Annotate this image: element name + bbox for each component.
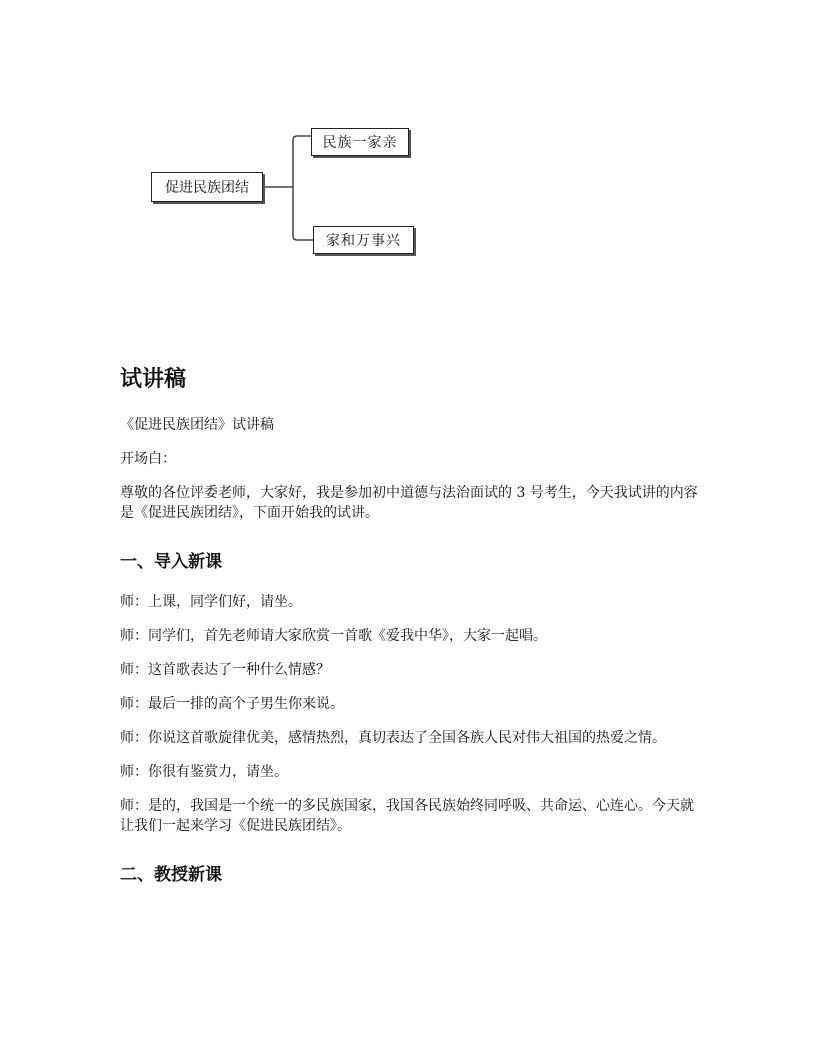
diagram-branch-node-2: 家和万事兴 — [313, 226, 414, 254]
opening-label: 开场白： — [120, 451, 176, 467]
document-subtitle: 《促进民族团结》试讲稿 — [120, 417, 274, 433]
opening-paragraph: 尊敬的各位评委老师，大家好，我是参加初中道德与法治面试的 3 号考生，今天我试讲的内容是《促进民族团结》，下面开始我的试讲。 — [120, 485, 698, 521]
diagram-branch-node-1: 民族一家亲 — [311, 128, 409, 156]
document-title: 试讲稿 — [120, 367, 187, 392]
dialogue-line: 师：这首歌表达了一种什么情感？ — [120, 662, 330, 678]
dialogue-line: 师：最后一排的高个子男生你来说。 — [120, 696, 344, 712]
dialogue-line: 师：同学们，首先老师请大家欣赏一首歌《爱我中华》，大家一起唱。 — [120, 628, 547, 644]
section-1-heading: 一、导入新课 — [120, 552, 222, 572]
dialogue-line: 师：你说这首歌旋律优美，感情热烈，真切表达了全国各族人民对伟大祖国的热爱之情。 — [120, 730, 666, 746]
document-body — [120, 362, 700, 905]
diagram-root-node: 促进民族团结 — [151, 172, 263, 202]
mind-map-diagram — [0, 0, 816, 300]
dialogue-line: 师：是的，我国是一个统一的多民族国家，我国各民族始终同呼吸、共命运、心连心。今天就让我们一起来学习《促进民族团结》。 — [120, 798, 694, 834]
dialogue-line: 师：你很有鉴赏力，请坐。 — [120, 764, 288, 780]
dialogue-line: 师：上课，同学们好，请坐。 — [120, 594, 302, 610]
section-2-heading: 二、教授新课 — [120, 865, 222, 885]
